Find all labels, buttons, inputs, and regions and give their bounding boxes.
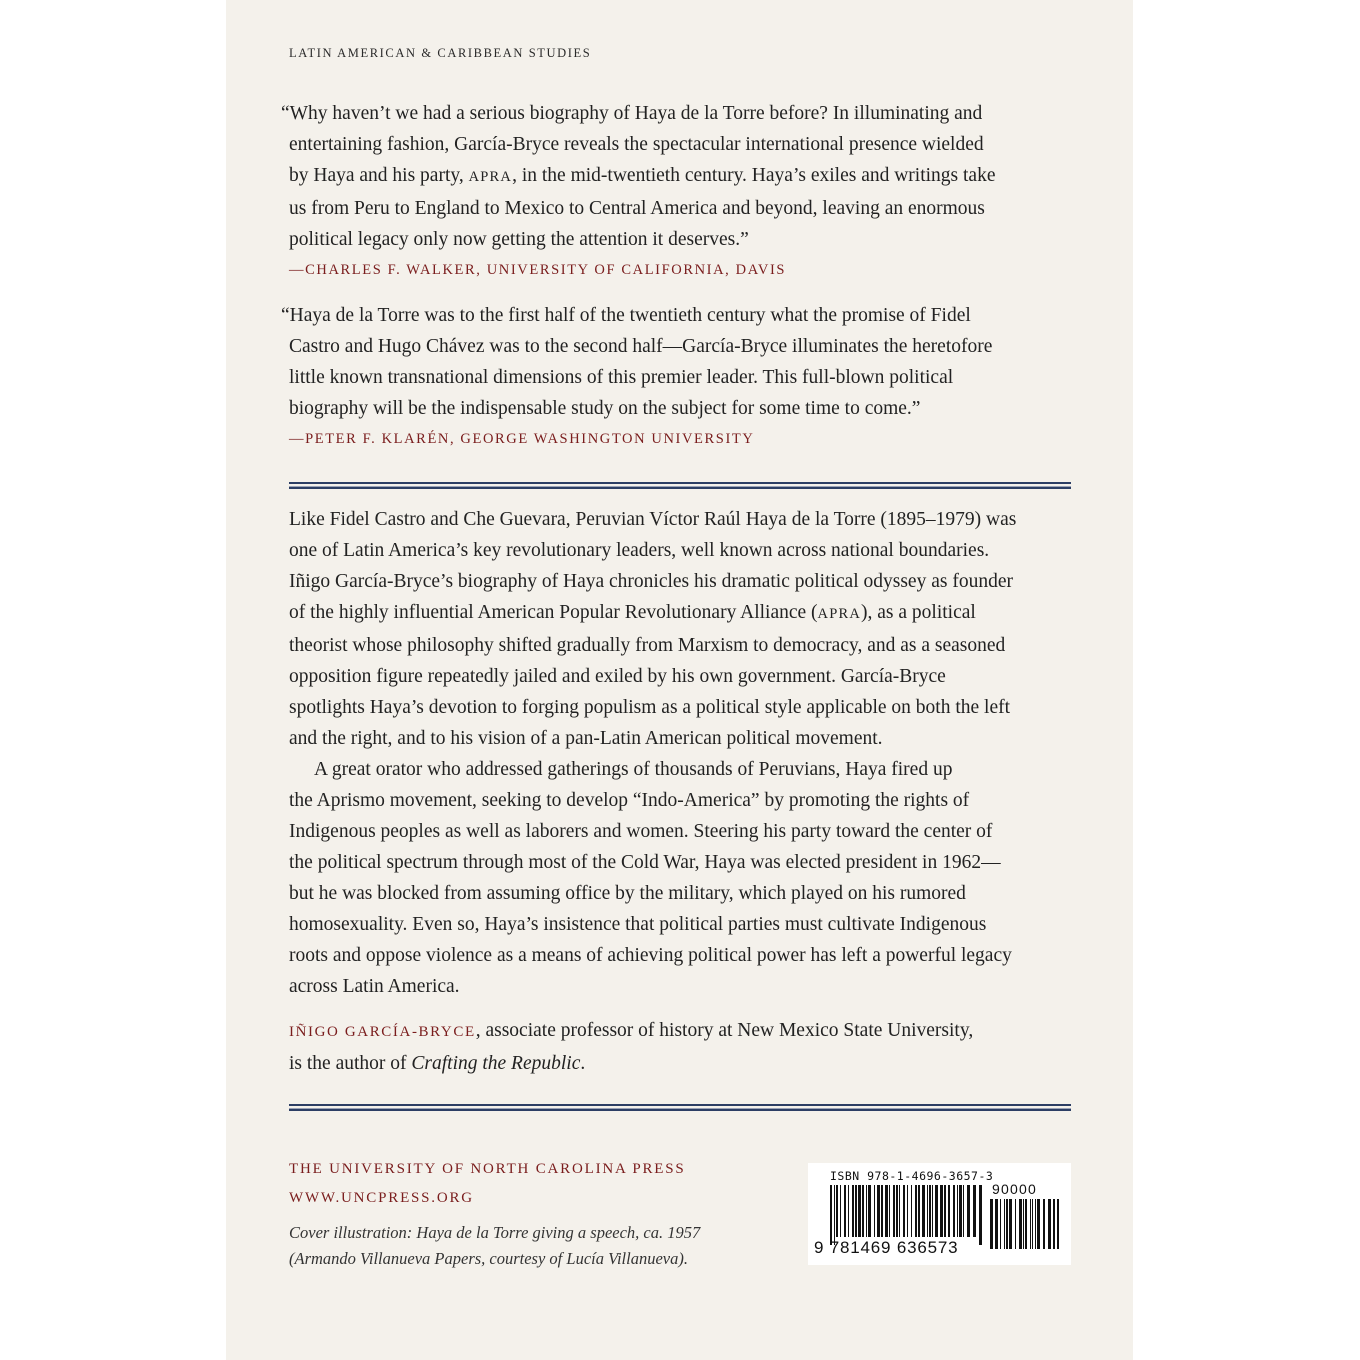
cover-credit-line: Cover illustration: Haya de la Torre giving a speech, ca. 1957 bbox=[289, 1223, 701, 1242]
publisher-url: WWW.UNCPRESS.ORG bbox=[289, 1190, 474, 1206]
barcode-bar bbox=[899, 1185, 900, 1237]
barcode-bar bbox=[1009, 1199, 1012, 1249]
barcode-bar bbox=[915, 1185, 917, 1237]
barcode-bar bbox=[922, 1185, 925, 1237]
barcode-bar bbox=[889, 1185, 890, 1237]
barcode-bar bbox=[959, 1185, 962, 1237]
barcode-bar bbox=[973, 1185, 976, 1237]
quote-line: political legacy only now getting the attention it deserves.” bbox=[289, 229, 749, 250]
barcode-bar bbox=[979, 1185, 982, 1245]
quote-line: Castro and Hugo Chávez was to the second half—García-Bryce illuminates the heretofore bbox=[289, 336, 993, 357]
isbn-barcode bbox=[808, 1163, 1071, 1265]
quote-line: biography will be the indispensable study on the subject for some time to come.” bbox=[289, 398, 921, 419]
quote-line: “Haya de la Torre was to the first half of the twentieth century what the promise of Fidel bbox=[281, 305, 971, 326]
description-line: the Aprismo movement, seeking to develop “Indo-America” by promoting the rights of bbox=[289, 790, 970, 811]
description-line: theorist whose philosophy shifted gradually from Marxism to democracy, and as a seasoned bbox=[289, 635, 1006, 656]
quote-attribution-2: —PETER F. KLARÉN, GEORGE WASHINGTON UNIVERSITY bbox=[289, 431, 755, 447]
quote-line: “Why haven’t we had a serious biography of Haya de la Torre before? In illuminating and bbox=[281, 103, 983, 124]
quote-line: us from Peru to England to Mexico to Central America and beyond, leaving an enormous bbox=[289, 198, 985, 219]
barcode-bar bbox=[967, 1185, 970, 1237]
description-line: one of Latin America’s key revolutionary leaders, well known across national boundaries. bbox=[289, 540, 990, 561]
barcode-bar bbox=[1043, 1199, 1045, 1249]
isbn-number: ISBN 978-1-4696-3657-3 bbox=[830, 1169, 994, 1183]
barcode-bar bbox=[911, 1185, 912, 1237]
description-line: and the right, and to his vision of a pan-Latin American political movement. bbox=[289, 728, 883, 749]
barcode-bar bbox=[935, 1185, 938, 1237]
apra-smallcaps: APRA bbox=[468, 169, 513, 185]
barcode-bar bbox=[1000, 1199, 1001, 1249]
description-line: across Latin America. bbox=[289, 976, 460, 997]
barcode-bar bbox=[995, 1199, 998, 1249]
author-bio bbox=[289, 1015, 1079, 1079]
barcode-bar bbox=[862, 1185, 864, 1237]
apra-smallcaps: APRA bbox=[817, 606, 862, 622]
previous-book-title: Crafting the Republic bbox=[411, 1053, 581, 1074]
barcode-bar bbox=[885, 1185, 888, 1237]
quote-line: by Haya and his party, APRA, in the mid-twentieth century. Haya’s exiles and writings take bbox=[289, 165, 996, 186]
description-line: roots and oppose violence as a means of achieving political power has left a powerful legacy bbox=[289, 945, 1012, 966]
description-line: A great orator who addressed gatherings of thousands of Peruvians, Haya fired up bbox=[314, 759, 953, 780]
barcode-bar bbox=[896, 1185, 898, 1237]
barcode-bar bbox=[840, 1185, 841, 1237]
barcode-bar bbox=[858, 1185, 861, 1237]
barcode-bar bbox=[907, 1185, 908, 1237]
barcode-bar bbox=[1035, 1199, 1036, 1249]
description-line: Like Fidel Castro and Che Guevara, Peruvian Víctor Raúl Haya de la Torre (1895–1979) was bbox=[289, 509, 1017, 530]
barcode-bar bbox=[927, 1185, 928, 1237]
barcode-bar bbox=[1006, 1199, 1008, 1249]
barcode-bar bbox=[855, 1185, 857, 1237]
publisher-block bbox=[289, 1155, 686, 1213]
quote-attribution-1: —CHARLES F. WALKER, UNIVERSITY OF CALIFORNIA, DAVIS bbox=[289, 262, 787, 278]
barcode-bar bbox=[866, 1185, 867, 1237]
barcode-bar bbox=[1030, 1199, 1031, 1249]
barcode-bar bbox=[1004, 1199, 1005, 1249]
barcode-bar bbox=[1023, 1199, 1024, 1249]
barcode-bar bbox=[1015, 1199, 1016, 1249]
barcode-bar bbox=[903, 1185, 905, 1237]
barcode-bar bbox=[957, 1185, 958, 1237]
barcode-bar bbox=[874, 1185, 875, 1237]
author-name: IÑIGO GARCÍA-BRYCE bbox=[289, 1024, 476, 1040]
barcode-bar bbox=[868, 1185, 871, 1237]
author-bio-line: is the author of Crafting the Republic. bbox=[289, 1053, 586, 1074]
quote-line: little known transnational dimensions of this premier leader. This full-blown political bbox=[289, 367, 954, 388]
description-line: Indigenous peoples as well as laborers and women. Steering his party toward the center of bbox=[289, 821, 993, 842]
price-addon-number: 90000 bbox=[992, 1181, 1037, 1197]
barcode-bar bbox=[944, 1185, 946, 1237]
publisher-name: THE UNIVERSITY OF NORTH CAROLINA PRESS bbox=[289, 1161, 686, 1177]
barcode-bar bbox=[1057, 1199, 1059, 1249]
series-title: LATIN AMERICAN & CARIBBEAN STUDIES bbox=[289, 46, 592, 60]
description-line: the political spectrum through most of the Cold War, Haya was elected president in 1962— bbox=[289, 852, 1001, 873]
divider-rule-top bbox=[289, 482, 1071, 489]
description-line: opposition figure repeatedly jailed and exiled by his own government. García-Bryce bbox=[289, 666, 946, 687]
quote-line: entertaining fashion, García-Bryce reveals the spectacular international presence wielded bbox=[289, 134, 984, 155]
book-description bbox=[289, 504, 1079, 1002]
divider-rule-bottom bbox=[289, 1104, 1071, 1111]
cover-credit-line: (Armando Villanueva Papers, courtesy of Lucía Villanueva). bbox=[289, 1249, 688, 1268]
barcode-bar bbox=[844, 1185, 846, 1237]
description-line: of the highly influential American Popular Revolutionary Alliance (APRA), as a political bbox=[289, 602, 976, 623]
barcode-bar bbox=[1048, 1199, 1051, 1249]
barcode-bar bbox=[948, 1185, 950, 1237]
barcode-bar bbox=[1019, 1199, 1022, 1249]
barcode-bar bbox=[990, 1199, 993, 1249]
barcode-bar bbox=[893, 1185, 895, 1237]
cover-credit bbox=[289, 1220, 809, 1272]
blurb-quote-2 bbox=[281, 300, 1081, 454]
barcode-bar bbox=[848, 1185, 849, 1237]
barcode-bar bbox=[963, 1185, 964, 1237]
barcode-bar bbox=[852, 1185, 854, 1237]
barcode-bar bbox=[918, 1185, 920, 1237]
barcode-bar bbox=[1025, 1199, 1027, 1249]
barcode-bar bbox=[834, 1185, 835, 1245]
barcode-bar bbox=[929, 1185, 931, 1237]
ean-number: 9 781469 636573 bbox=[814, 1238, 959, 1257]
barcode-bar bbox=[940, 1185, 943, 1237]
description-line: Iñigo García-Bryce’s biography of Haya chronicles his dramatic political odyssey as founder bbox=[289, 571, 1013, 592]
description-line: spotlights Haya’s devotion to forging populism as a political style applicable on both the left bbox=[289, 697, 1011, 718]
barcode-bar bbox=[836, 1185, 838, 1237]
barcode-bar bbox=[881, 1185, 883, 1237]
author-bio-line: IÑIGO GARCÍA-BRYCE, associate professor of history at New Mexico State University, bbox=[289, 1020, 974, 1041]
barcode-bar bbox=[932, 1185, 933, 1237]
barcode-bar bbox=[1032, 1199, 1033, 1249]
barcode-bar bbox=[877, 1185, 880, 1237]
description-line: homosexuality. Even so, Haya’s insistence that political parties must cultivate Indigenous bbox=[289, 914, 987, 935]
blurb-quote-1 bbox=[281, 98, 1081, 285]
barcode-bar bbox=[953, 1185, 955, 1237]
barcode-bar bbox=[1037, 1199, 1040, 1249]
barcode-bar bbox=[830, 1185, 832, 1245]
barcode-bar bbox=[1053, 1199, 1055, 1249]
description-line: but he was blocked from assuming office by the military, which played on his rumored bbox=[289, 883, 966, 904]
